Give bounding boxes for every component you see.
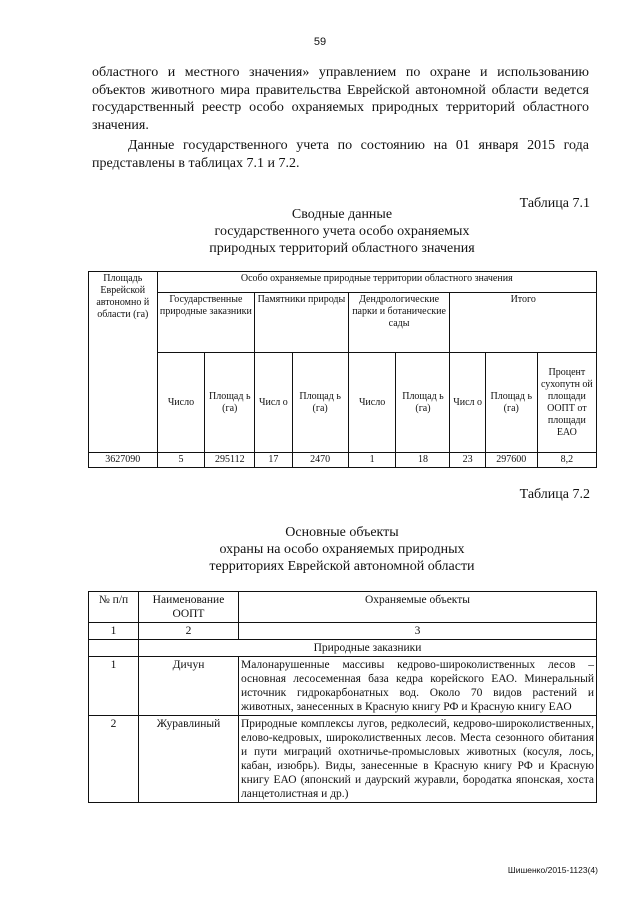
table-row [89, 657, 597, 716]
column-header: Охраняемые объекты [239, 592, 597, 623]
objects-table [88, 591, 597, 803]
table-row [89, 716, 597, 803]
sub-header: Число [157, 353, 205, 453]
table-cell: 23 [450, 453, 485, 468]
column-number: 1 [89, 623, 139, 640]
reserve-name: Дичун [139, 657, 239, 716]
sub-header: Площад ь (га) [292, 353, 348, 453]
table-7-1-title-line: Сводные данные [291, 207, 393, 222]
table-7-1-title-line: государственного учета особо охраняемых [214, 224, 470, 239]
sub-header: Процент сухопутн ой площади ООПТ от площади ЕАО [537, 353, 596, 453]
table-cell: 295112 [205, 453, 255, 468]
table-cell: 17 [255, 453, 292, 468]
area-header: Площадь Еврейской автономно й области (га) [89, 272, 158, 453]
summary-table [88, 271, 597, 468]
column-header: Наименование ООПТ [139, 592, 239, 623]
page-number: 59 [313, 36, 327, 48]
table-7-2-label: Таблица 7.2 [519, 487, 590, 502]
sub-header: Площад ь (га) [485, 353, 537, 453]
table-cell: 3627090 [89, 453, 158, 468]
column-number: 2 [139, 623, 239, 640]
category-header: Итого [450, 293, 597, 353]
column-header: № п/п [89, 592, 139, 623]
category-header: Дендрологические парки и ботанические сады [348, 293, 450, 353]
category-header: Государственные природные заказники [157, 293, 255, 353]
row-number: 2 [89, 716, 139, 803]
reserve-name: Журавлиный [139, 716, 239, 803]
column-number: 3 [239, 623, 597, 640]
table-7-2-title-line: охраны на особо охраняемых природных [219, 542, 465, 557]
intro-paragraph-2: Данные государственного учета по состоянию на 01 января 2015 года представлены в таблицах 7.1 и 7.2. [92, 138, 589, 171]
table-cell: 1 [348, 453, 396, 468]
section-header: Природные заказники [139, 640, 597, 657]
protected-objects: Природные комплексы лугов, редколесий, кедрово-широколиственных, елово-кедровых, широколиственных лесов. Места сезонного обитания и пути миграций охотничье-промысловых животных (косуля, лось, кабан, изюбрь). Виды, занесенные в Красную книгу РФ и Красную книгу ЕАО (японский и даурский журавли, бородатка японская, хоста ланцетолистная и др.) [239, 716, 597, 803]
table-7-1-title [92, 206, 592, 257]
table-cell: 2470 [292, 453, 348, 468]
table-cell: 18 [396, 453, 450, 468]
sub-header: Число [348, 353, 396, 453]
category-header: Памятники природы [255, 293, 348, 353]
table-cell: 8,2 [537, 453, 596, 468]
sub-header: Площад ь (га) [205, 353, 255, 453]
table-7-2-title-line: территориях Еврейской автономной области [209, 559, 475, 574]
table-7-1-label: Таблица 7.1 [519, 196, 590, 211]
group-header: Особо охраняемые природные территории областного значения [157, 272, 596, 293]
footer-code: Шишенко/2015-1123(4) [507, 865, 598, 875]
sub-header: Площад ь (га) [396, 353, 450, 453]
protected-objects: Малонарушенные массивы кедрово-широколиственных лесов – основная лесосеменная база кедра корейского ЕАО. Минеральный источник гидрокарбонатных вод. Около 70 видов растений и животных, занесенных в Красную книгу РФ и Красную книгу ЕАО [239, 657, 597, 716]
row-number: 1 [89, 657, 139, 716]
sub-header: Числ о [450, 353, 485, 453]
table-cell: 297600 [485, 453, 537, 468]
sub-header: Числ о [255, 353, 292, 453]
table-7-2-title-line: Основные объекты [285, 525, 399, 540]
table-cell: 5 [157, 453, 205, 468]
table-7-2-title [92, 524, 592, 575]
intro-paragraph-1: областного и местного значения» управлением по охране и использованию объектов животного мира правительства Еврейской автономной области ведется государственный реестр особо охраняемых природных территорий областного значения. [92, 65, 589, 133]
table-7-1-title-line: природных территорий областного значения [209, 241, 475, 256]
